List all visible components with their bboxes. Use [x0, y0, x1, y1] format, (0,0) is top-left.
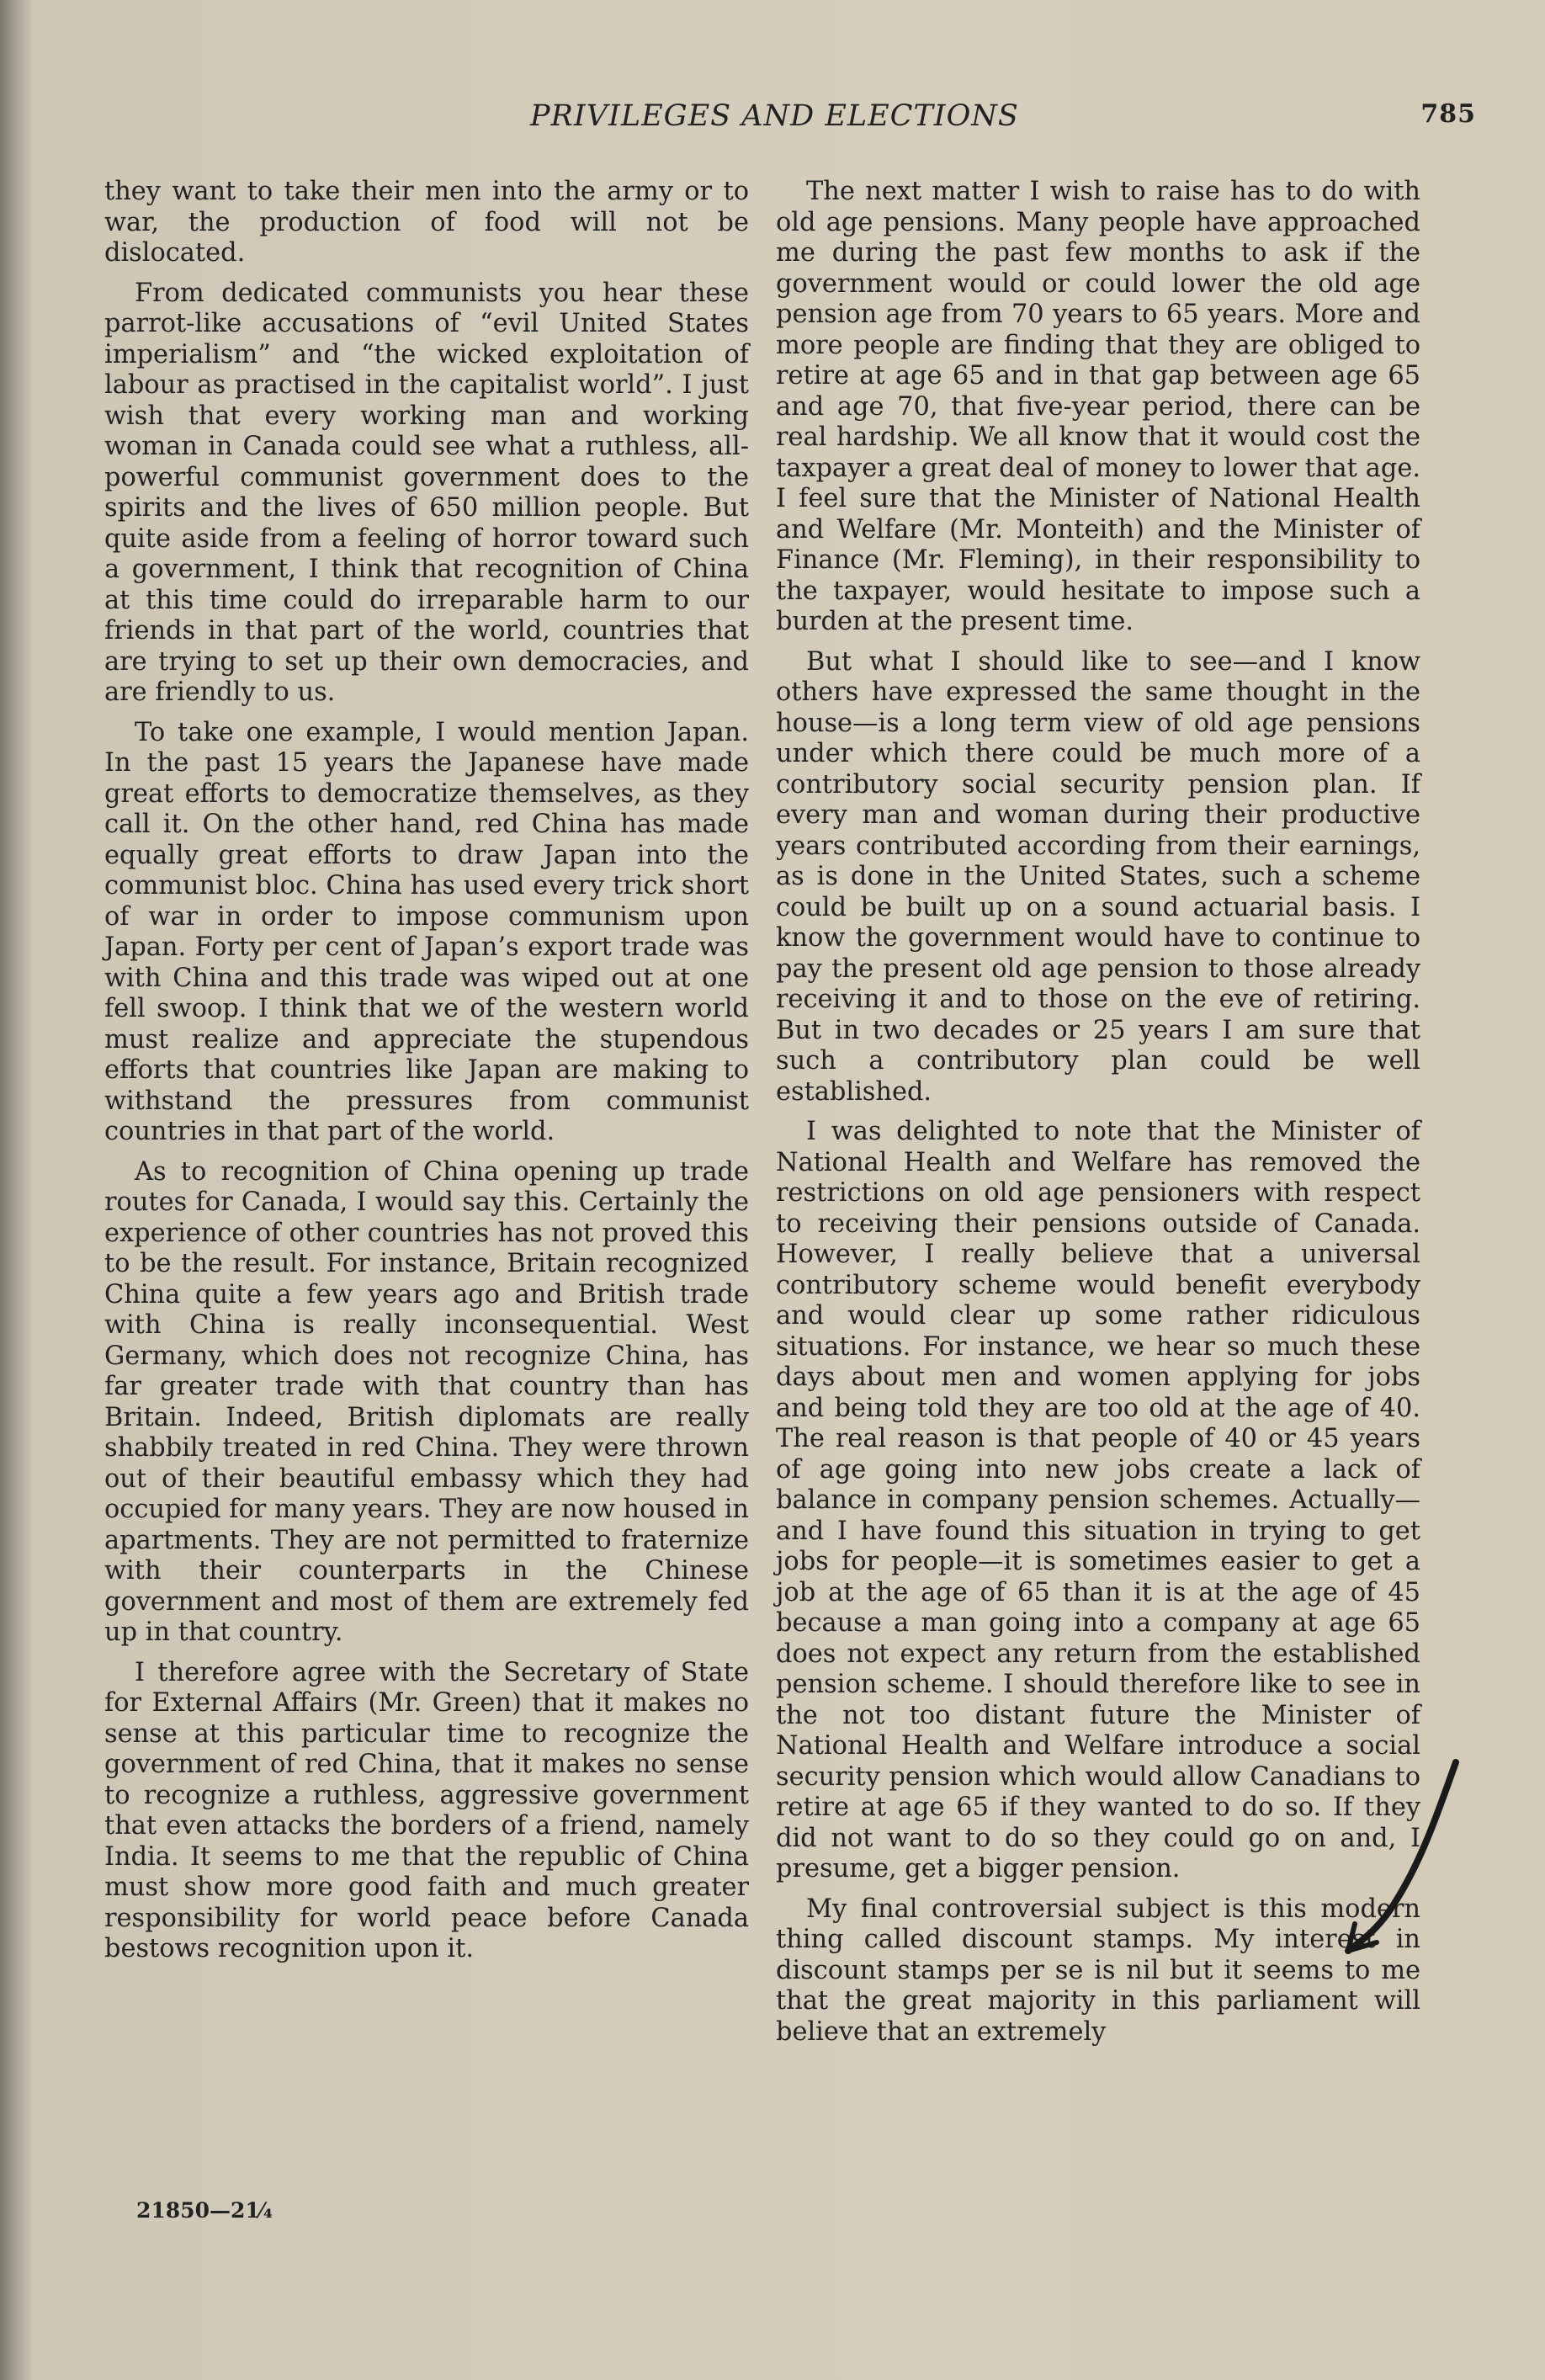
- running-header: [471, 99, 1481, 150]
- paragraph: To take one example, I would mention Japan. In the past 15 years the Japanese have made great efforts to democratize themselves, as they call it. On the other hand, red China has made equally great efforts to draw Japan into the communist bloc. China has used every trick short of war in order to impose communism upon Japan. Forty per cent of Japan’s export trade was with China and this trade was wiped out at one fell swoop. I think that we of the western world must realize and appreciate the stupendous efforts that countries like Japan are making to withstand the pressures from communist countries in that part of the world.: [104, 717, 749, 1146]
- paragraph: I therefore agree with the Secretary of State for External Affairs (Mr. Green) that it makes no sense at this particular time to recognize the government of red China, that it makes no sense to recognize a ruthless, aggressive government that even attacks the borders of a friend, namely India. It seems to me that the republic of China must show more good faith and much greater responsibility for world peace before Canada bestows recognition upon it.: [104, 1657, 749, 1963]
- paragraph: I was delighted to note that the Minister of National Health and Welfare has removed the restrictions on old age pensioners with respect to receiving their pensions outside of Canada. However, I really believe that a universal contributory scheme would benefit everybody and would clear up some rather ridiculous situations. For instance, we hear so much these days about men and women applying for jobs and being told they are too old at the age of 40. The real reason is that people of 40 or 45 years of age going into new jobs create a lack of balance in company pension schemes. Actually—and I have found this situation in trying to get jobs for people—it is sometimes easier to get a job at the age of 65 than it is at the age of 45 because a man going into a company at age 65 does not expect any return from the established pension scheme. I should therefore like to see in the not too distant future the Minister of National Health and Welfare introduce a social security pension which would allow Canadians to retire at age 65 if they wanted to do so. If they did not want to do so they could go on and, I presume, get a bigger pension.: [776, 1117, 1420, 1883]
- handwritten-arrow-mark: [1296, 1759, 1464, 1961]
- paragraph: My final controversial subject is this modern thing called discount stamps. My interest in discount stamps per se is nil but it seems to me that the great majority in this parliament will believe that an extremely: [776, 1894, 1420, 2047]
- page-title: PRIVILEGES AND ELECTIONS: [530, 99, 1019, 133]
- paragraph: they want to take their men into the army or to war, the production of food will not be dislocated.: [104, 177, 749, 268]
- paragraph: As to recognition of China opening up trade routes for Canada, I would say this. Certainly the experience of other countries has not proved this to be the result. For instance, Britain recognized China quite a few years ago and British trade with China is really inconsequential. West Germany, which does not recognize China, has far greater trade with that country than has Britain. Indeed, British diplomats are really shabbily treated in red China. They were thrown out of their beautiful embassy which they had occupied for many years. They are now housed in apartments. They are not permitted to fraternize with their counterparts in the Chinese government and most of them are extremely fed up in that country.: [104, 1156, 749, 1647]
- printer-signature-code: 21850—21⁄₄: [136, 2198, 273, 2223]
- paragraph: But what I should like to see—and I know others have expressed the same thought in the house—is a long term view of old age pensions under which there could be much more of a contributory social security pension plan. If every man and woman during their productive years contributed according from their earnings, as is done in the United States, such a scheme could be built up on a sound actuarial basis. I know the government would have to continue to pay the present old age pension to those already receiving it and to those on the eve of retiring. But in two decades or 25 years I am sure that such a contributory plan could be well established.: [776, 646, 1420, 1107]
- left-column: [104, 177, 749, 1974]
- paragraph: The next matter I wish to raise has to do with old age pensions. Many people have approached me during the past few months to ask if the government would or could lower the old age pension age from 70 years to 65 years. More and more people are finding that they are obliged to retire at age 65 and in that gap between age 65 and age 70, that five-year period, there can be real hardship. We all know that it would cost the taxpayer a great deal of money to lower that age. I feel sure that the Minister of National Health and Welfare (Mr. Monteith) and the Minister of Finance (Mr. Fleming), in their responsibility to the taxpayer, would hesitate to impose such a burden at the present time.: [776, 177, 1420, 636]
- page-number: 785: [1420, 99, 1476, 129]
- paragraph: From dedicated communists you hear these parrot-like accusations of “evil United States imperialism” and “the wicked exploitation of labour as practised in the capitalist world”. I just wish that every working man and working woman in Canada could see what a ruthless, all-powerful communist government does to the spirits and the lives of 650 million people. But quite aside from a feeling of horror toward such a government, I think that recognition of China at this time could do irreparable harm to our friends in that part of the world, countries that are trying to set up their own democracies, and are friendly to us.: [104, 278, 749, 707]
